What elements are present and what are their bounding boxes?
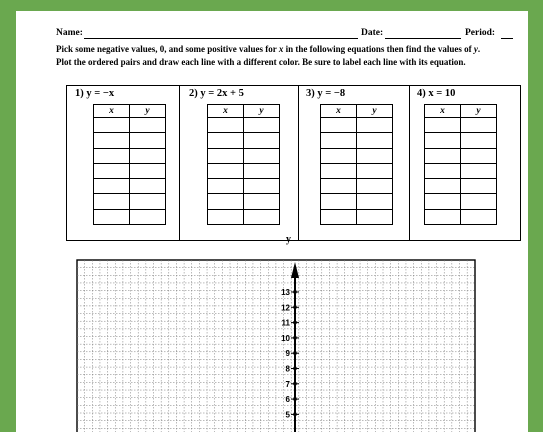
y-value-cell[interactable]	[357, 209, 393, 224]
table-row	[208, 133, 280, 148]
table-row	[94, 179, 166, 194]
grid-border	[77, 260, 475, 432]
x-value-cell[interactable]	[321, 133, 357, 148]
x-value-cell[interactable]	[425, 163, 461, 178]
x-value-cell[interactable]	[94, 179, 130, 194]
x-value-cell[interactable]	[208, 133, 244, 148]
table-row	[321, 194, 393, 209]
table-row	[321, 209, 393, 224]
y-axis-title: y	[286, 234, 291, 245]
y-value-cell[interactable]	[244, 163, 280, 178]
x-value-cell[interactable]	[321, 118, 357, 133]
table-row	[321, 133, 393, 148]
y-tick-dot	[293, 382, 297, 386]
table-row	[321, 118, 393, 133]
y-tick-label: 9	[285, 349, 290, 359]
y-value-cell[interactable]	[130, 179, 166, 194]
table-row	[94, 133, 166, 148]
table-row	[208, 194, 280, 209]
y-tick-label: 11	[281, 318, 290, 328]
table-row	[425, 148, 497, 163]
y-value-cell[interactable]	[357, 148, 393, 163]
x-value-cell[interactable]	[321, 179, 357, 194]
table-row	[321, 179, 393, 194]
x-header: x	[208, 105, 244, 118]
problem-4-label: 4) x = 10	[417, 88, 456, 99]
x-value-cell[interactable]	[425, 179, 461, 194]
y-value-cell[interactable]	[244, 209, 280, 224]
problem-2-label: 2) y = 2x + 5	[189, 88, 244, 99]
x-value-cell[interactable]	[208, 148, 244, 163]
y-tick-label: 13	[281, 288, 290, 297]
x-value-cell[interactable]	[208, 118, 244, 133]
y-tick-dot	[293, 306, 297, 310]
y-tick-dot	[293, 367, 297, 371]
table-row	[425, 163, 497, 178]
xy-table-2	[207, 104, 280, 225]
table-row	[208, 163, 280, 178]
x-value-cell[interactable]	[425, 194, 461, 209]
y-value-cell[interactable]	[244, 133, 280, 148]
y-value-cell[interactable]	[130, 194, 166, 209]
period-field[interactable]	[501, 38, 513, 39]
x-value-cell[interactable]	[94, 163, 130, 178]
y-value-cell[interactable]	[357, 179, 393, 194]
y-value-cell[interactable]	[130, 133, 166, 148]
table-row	[425, 194, 497, 209]
table-row	[94, 209, 166, 224]
name-field[interactable]	[84, 38, 358, 39]
xy-table-3	[320, 104, 393, 225]
table-row	[208, 148, 280, 163]
xy-table-1	[93, 104, 166, 225]
x-value-cell[interactable]	[94, 118, 130, 133]
instruction-line-1: Pick some negative values, 0, and some positive values for x in the following equations then find the values of y.	[56, 44, 481, 54]
x-value-cell[interactable]	[425, 133, 461, 148]
xy-table-4	[424, 104, 497, 225]
name-label: Name:	[56, 28, 83, 38]
y-tick-label: 5	[285, 410, 290, 420]
y-value-cell[interactable]	[461, 148, 497, 163]
y-value-cell[interactable]	[130, 118, 166, 133]
panel-divider	[298, 86, 299, 240]
y-value-cell[interactable]	[461, 133, 497, 148]
problem-1-label: 1) y = −x	[75, 88, 115, 99]
y-tick-dot	[293, 336, 297, 340]
table-row	[321, 163, 393, 178]
x-value-cell[interactable]	[94, 194, 130, 209]
y-value-cell[interactable]	[130, 148, 166, 163]
y-value-cell[interactable]	[461, 209, 497, 224]
panel-divider	[179, 86, 180, 240]
x-value-cell[interactable]	[425, 209, 461, 224]
y-value-cell[interactable]	[130, 209, 166, 224]
x-value-cell[interactable]	[208, 163, 244, 178]
date-label: Date:	[361, 28, 384, 38]
table-row	[94, 148, 166, 163]
y-tick-dot	[293, 290, 297, 294]
x-value-cell[interactable]	[208, 179, 244, 194]
table-row	[425, 209, 497, 224]
y-value-cell[interactable]	[357, 118, 393, 133]
table-row	[208, 118, 280, 133]
x-value-cell[interactable]	[94, 209, 130, 224]
y-header: y	[244, 105, 280, 118]
x-value-cell[interactable]	[425, 148, 461, 163]
y-value-cell[interactable]	[244, 194, 280, 209]
period-label: Period:	[465, 28, 496, 38]
x-value-cell[interactable]	[208, 194, 244, 209]
date-field[interactable]	[385, 38, 461, 39]
table-row	[425, 179, 497, 194]
x-value-cell[interactable]	[94, 133, 130, 148]
y-value-cell[interactable]	[461, 118, 497, 133]
y-tick-label: 7	[285, 379, 290, 389]
y-tick-dot	[293, 351, 297, 355]
table-row	[94, 118, 166, 133]
y-tick-label: 8	[285, 364, 290, 374]
problems-panel	[66, 85, 521, 241]
y-value-cell[interactable]	[357, 133, 393, 148]
y-tick-dot	[293, 413, 297, 417]
y-value-cell[interactable]	[244, 179, 280, 194]
y-value-cell[interactable]	[461, 179, 497, 194]
y-header: y	[357, 105, 393, 118]
table-row	[208, 179, 280, 194]
problem-3-label: 3) y = −8	[306, 88, 346, 99]
instruction-line-2: Plot the ordered pairs and draw each line with a different color. Be sure to label each line with its equation.	[56, 56, 466, 67]
panel-divider	[409, 86, 410, 240]
x-header: x	[321, 105, 357, 118]
table-row	[425, 118, 497, 133]
y-value-cell[interactable]	[461, 194, 497, 209]
worksheet-page	[16, 11, 528, 432]
x-value-cell[interactable]	[208, 209, 244, 224]
y-value-cell[interactable]	[244, 118, 280, 133]
y-header: y	[130, 105, 166, 118]
x-value-cell[interactable]	[321, 163, 357, 178]
table-row	[94, 163, 166, 178]
x-value-cell[interactable]	[321, 209, 357, 224]
table-row	[94, 194, 166, 209]
table-row	[208, 209, 280, 224]
x-header: x	[94, 105, 130, 118]
coordinate-grid[interactable]	[75, 248, 477, 432]
table-row	[321, 148, 393, 163]
y-value-cell[interactable]	[357, 163, 393, 178]
y-tick-label: 6	[285, 395, 290, 405]
x-value-cell[interactable]	[321, 148, 357, 163]
y-tick-dot	[293, 321, 297, 325]
y-header: y	[461, 105, 497, 118]
table-row	[425, 133, 497, 148]
y-value-cell[interactable]	[130, 163, 166, 178]
x-value-cell[interactable]	[425, 118, 461, 133]
y-tick-label: 10	[281, 333, 290, 343]
x-value-cell[interactable]	[321, 194, 357, 209]
instructions	[56, 43, 526, 68]
x-value-cell[interactable]	[94, 148, 130, 163]
y-tick-dot	[293, 397, 297, 401]
y-value-cell[interactable]	[357, 194, 393, 209]
y-value-cell[interactable]	[461, 163, 497, 178]
y-value-cell[interactable]	[244, 148, 280, 163]
x-header: x	[425, 105, 461, 118]
y-tick-label: 12	[281, 303, 290, 313]
